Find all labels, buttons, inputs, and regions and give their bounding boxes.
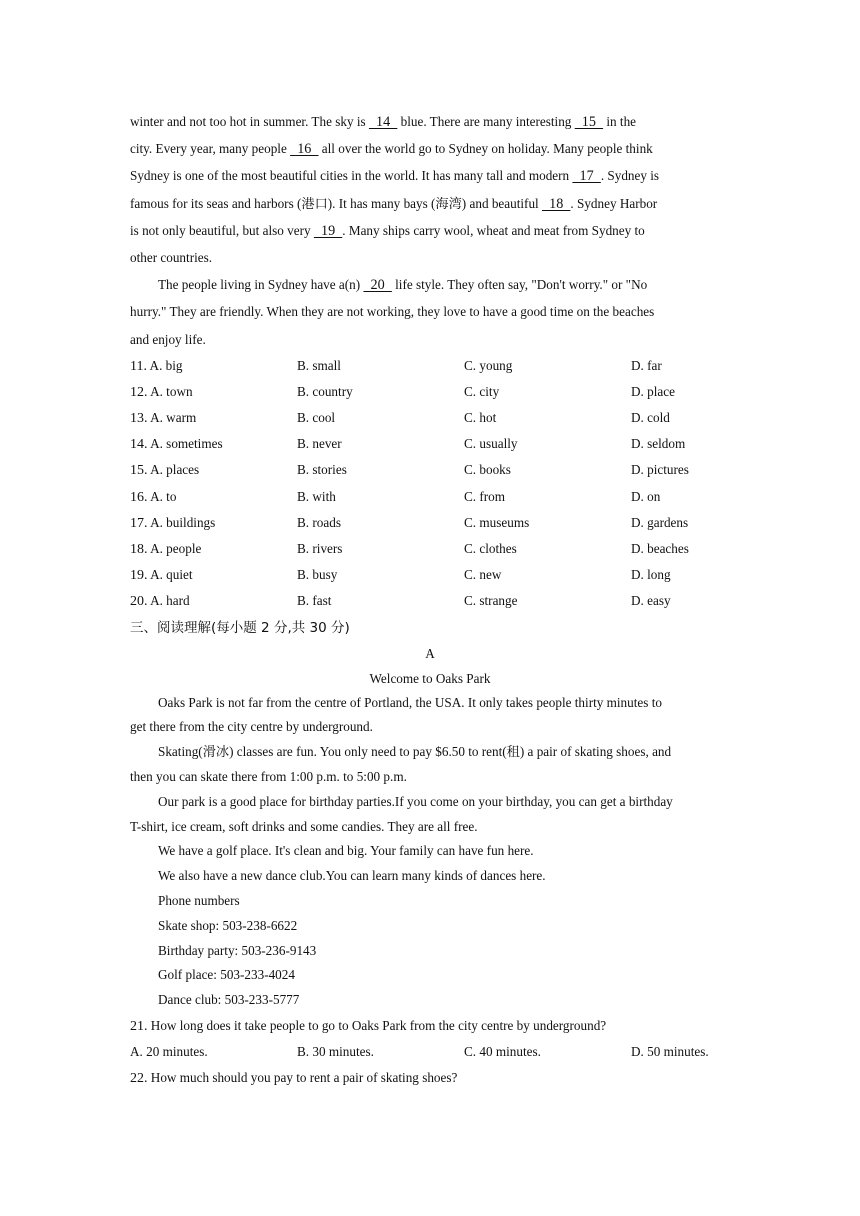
passage-line: We also have a new dance club.You can learn many kinds of dances here.: [158, 868, 546, 884]
option-row: [130, 536, 730, 562]
cloze-line: and enjoy life.: [130, 331, 206, 347]
cloze-text: . Sydney is: [600, 168, 660, 184]
option-b: B. rivers: [297, 541, 343, 556]
blank-17: 17: [572, 168, 601, 185]
option-a: 19. A. quiet: [130, 567, 193, 584]
cloze-text: . Many ships carry wool, wheat and meat from Sydney to: [342, 222, 645, 238]
blank-15: 15: [574, 114, 604, 130]
question-21: 21. How long does it take people to go to Oaks Park from the city centre by underground?: [130, 1017, 607, 1034]
cloze-text: winter and not too hot in summer. The sky is: [130, 114, 369, 129]
cloze-text: The people living in Sydney have a(n): [158, 277, 364, 293]
option-c: C. hot: [464, 410, 497, 426]
option-d: D. 50 minutes.: [631, 1043, 709, 1059]
passage-line: get there from the city centre by underground.: [130, 719, 373, 735]
cloze-text: blue. There are many interesting: [397, 114, 575, 129]
option-a: 17. A. buildings: [130, 514, 216, 531]
option-row: [130, 353, 730, 379]
option-d: D. place: [631, 383, 675, 399]
passage-line: T-shirt, ice cream, soft drinks and some candies. They are all free.: [130, 818, 478, 834]
passage-line: Skating(滑冰) classes are fun. You only need to pay $6.50 to rent(租) a pair of skating shoes, and: [158, 744, 672, 760]
option-d: D. seldom: [631, 436, 686, 452]
phone-header: Phone numbers: [158, 892, 240, 908]
option-b: B. roads: [297, 514, 341, 530]
option-b: B. with: [297, 488, 336, 504]
cloze-line: hurry." They are friendly. When they are not working, they love to have a good time on the beaches: [130, 304, 655, 320]
option-d: D. pictures: [631, 462, 689, 478]
cloze-line: [130, 135, 730, 162]
option-b: B. 30 minutes.: [297, 1043, 374, 1059]
cloze-text: Sydney is one of the most beautiful cities in the world. It has many tall and modern: [130, 168, 570, 184]
option-d: D. beaches: [631, 541, 689, 556]
option-a: 15. A. places: [130, 462, 200, 479]
option-b: B. cool: [297, 410, 336, 426]
phone-skate-shop: Skate shop: 503-238-6622: [158, 917, 298, 933]
cloze-line: other countries.: [130, 249, 213, 265]
question-22: 22. How much should you pay to rent a pair of skating shoes?: [130, 1070, 458, 1087]
question-21-options: [130, 1039, 730, 1065]
cloze-text: city. Every year, many people: [130, 141, 291, 157]
option-b: B. never: [297, 436, 342, 452]
option-c: C. from: [464, 488, 506, 504]
option-a: 13. A. warm: [130, 410, 197, 427]
cloze-line: [130, 108, 730, 135]
option-d: D. cold: [631, 410, 670, 426]
blank-20: 20: [363, 277, 392, 294]
option-c: C. clothes: [464, 541, 517, 556]
blank-16: 16: [290, 141, 319, 158]
blank-14: 14: [368, 114, 398, 130]
option-d: D. far: [631, 357, 662, 373]
option-b: B. stories: [297, 462, 347, 478]
cloze-line: [130, 162, 730, 189]
option-d: D. on: [631, 488, 661, 504]
option-a: 20. A. hard: [130, 593, 190, 610]
phone-dance-club: Dance club: 503-233-5777: [158, 992, 300, 1008]
option-c: C. strange: [464, 593, 518, 609]
passage-line: then you can skate there from 1:00 p.m. to 5:00 p.m.: [130, 768, 407, 784]
option-a: 12. A. town: [130, 383, 193, 400]
option-a: 11. A. big: [130, 357, 183, 374]
option-a: 16. A. to: [130, 488, 177, 505]
exam-content: [130, 108, 730, 1091]
option-a: A. 20 minutes.: [130, 1043, 208, 1059]
option-row: [130, 588, 730, 614]
cloze-text: all over the world go to Sydney on holiday. Many people think: [318, 141, 653, 157]
option-row: [130, 457, 730, 483]
passage-line: We have a golf place. It's clean and big. Your family can have fun here.: [158, 843, 534, 859]
blank-19: 19: [313, 222, 343, 239]
phone-birthday-party: Birthday party: 503-236-9143: [158, 942, 317, 958]
option-c: C. museums: [464, 514, 530, 530]
cloze-text: in the: [603, 114, 637, 129]
option-c: C. new: [464, 567, 502, 583]
option-row: [130, 484, 730, 510]
option-c: C. usually: [464, 436, 518, 452]
option-row: [130, 379, 730, 405]
cloze-text: famous for its seas and harbors (港口). It has many bays (海湾) and beautiful: [130, 195, 543, 211]
option-row: [130, 510, 730, 536]
option-a: 14. A. sometimes: [130, 436, 223, 453]
section-title: 三、阅读理解(每小题 2 分,共 30 分): [130, 619, 350, 636]
cloze-text: . Sydney Harbor: [570, 195, 658, 211]
blank-18: 18: [542, 195, 571, 212]
cloze-line: [130, 190, 730, 217]
option-row: [130, 562, 730, 588]
option-d: D. long: [631, 567, 671, 583]
option-b: B. busy: [297, 567, 338, 583]
option-c: C. city: [464, 383, 500, 399]
option-b: B. fast: [297, 593, 332, 609]
passage-letter: A: [425, 645, 435, 661]
option-row: [130, 431, 730, 457]
option-c: C. 40 minutes.: [464, 1043, 541, 1059]
passage-title: Welcome to Oaks Park: [369, 670, 491, 686]
passage-line: Oaks Park is not far from the centre of Portland, the USA. It only takes people thirty minutes to: [158, 694, 662, 710]
phone-golf-place: Golf place: 503-233-4024: [158, 967, 295, 983]
option-b: B. small: [297, 357, 341, 373]
option-b: B. country: [297, 383, 353, 399]
option-d: D. easy: [631, 593, 671, 609]
option-c: C. young: [464, 357, 513, 373]
option-row: [130, 405, 730, 431]
option-a: 18. A. people: [130, 541, 202, 557]
options-list: [130, 353, 730, 615]
cloze-line: [130, 217, 730, 244]
option-d: D. gardens: [631, 514, 689, 530]
cloze-text: is not only beautiful, but also very: [130, 222, 314, 238]
cloze-line: [130, 271, 730, 298]
option-c: C. books: [464, 462, 511, 478]
passage-line: Our park is a good place for birthday parties.If you come on your birthday, you can get a birthday: [158, 793, 673, 809]
cloze-text: life style. They often say, "Don't worry." or "No: [391, 277, 648, 293]
